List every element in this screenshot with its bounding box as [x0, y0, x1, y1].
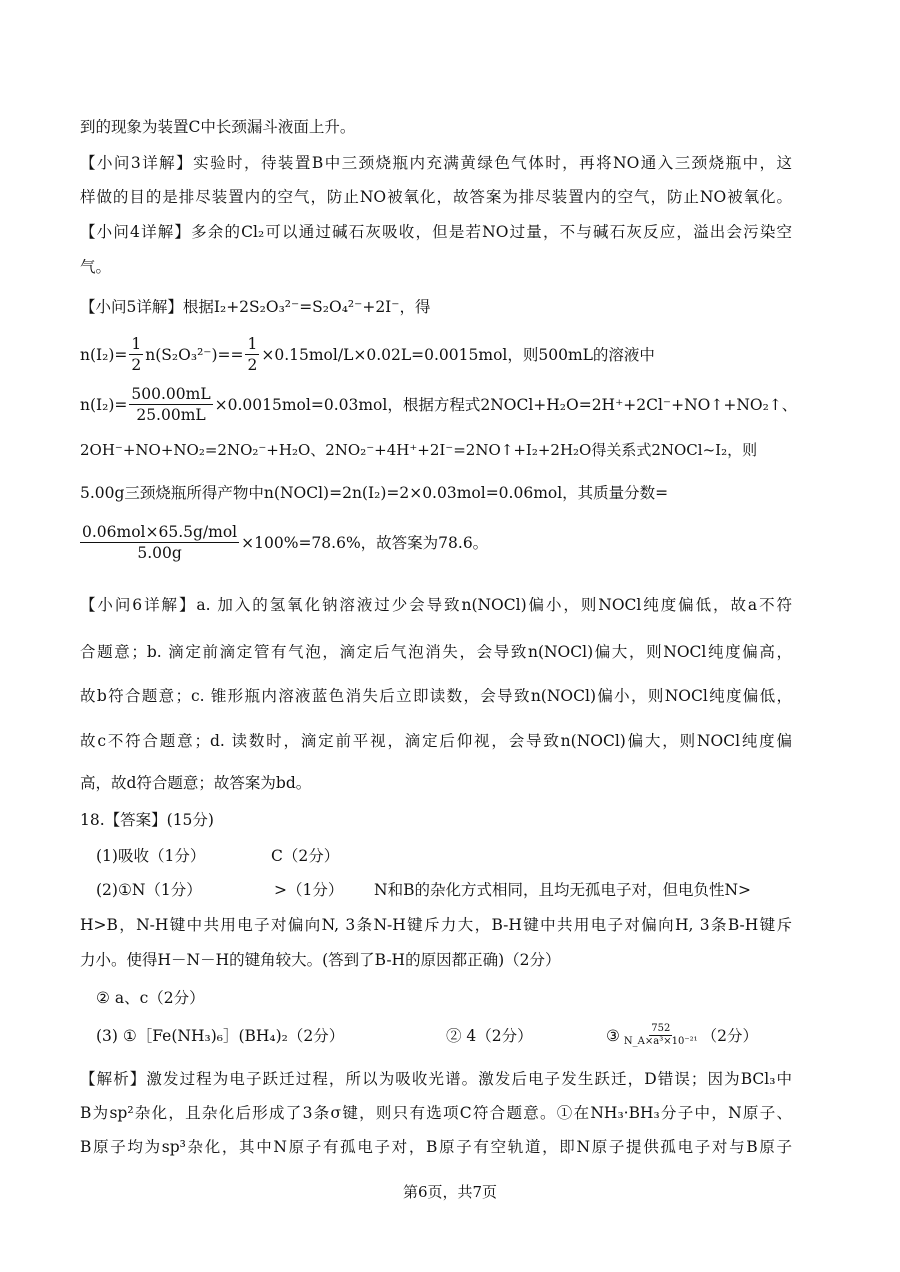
- answer-part: N和B的杂化方式相同，且均无孤电子对，但电负性N>: [374, 881, 752, 899]
- text-line: 高，故d符合题意；故答案为bd。: [80, 774, 312, 792]
- text-line: 气。: [80, 258, 112, 276]
- text-line: 故c不符合题意；d. 读数时，滴定前平视，滴定后仰视，会导致n(NOCl)偏大，则NOCl纯度偏: [80, 732, 792, 750]
- text-line: 故b符合题意；c. 锥形瓶内溶液蓝色消失后立即读数，会导致n(NOCl)偏小，则NOCl纯度偏低，: [80, 687, 792, 705]
- answer-part: ③: [606, 1026, 620, 1045]
- equation-text: n(I₂)=: [80, 345, 128, 364]
- answer-line: [96, 879, 792, 901]
- fraction: [129, 384, 212, 425]
- answer-part: (2)①N（1分）: [96, 881, 202, 899]
- numerator: 1: [247, 335, 258, 353]
- denominator: N_A×a³×10⁻²¹: [623, 1036, 698, 1047]
- text-line: 【小问5详解】根据I₂+2S₂O₃²⁻=S₂O₄²⁻+2I⁻，得: [80, 298, 431, 316]
- equation-text: ×100%=78.6%，故答案为78.6。: [241, 533, 489, 552]
- denominator: 2: [131, 356, 142, 374]
- equation-text: n(I₂)=: [80, 395, 128, 414]
- equation-line: [80, 334, 792, 375]
- denominator: 5.00g: [137, 544, 182, 562]
- denominator: 25.00mL: [136, 406, 206, 424]
- text-line: 力小。使得H－N－H的键角较大。(答到了B-H的原因都正确)（2分）: [80, 951, 561, 969]
- denominator: 2: [247, 356, 258, 374]
- text-line: 【小问4详解】多余的Cl₂可以通过碱石灰吸收，但是若NO过量，不与碱石灰反应，溢出会污染空: [80, 223, 792, 241]
- equation-line: [80, 384, 798, 425]
- numerator: 1: [131, 335, 142, 353]
- text-line: 样做的目的是排尽装置内的空气，防止NO被氧化，故答案为排尽装置内的空气，防止NO被氧化。: [80, 188, 792, 206]
- answer-line: ② a、c（2分）: [96, 989, 205, 1007]
- text-line: B为sp²杂化，且杂化后形成了3条σ键，则只有选项C符合题意。①在NH₃·BH₃分子中，N原子、: [80, 1104, 792, 1122]
- text-line: 5.00g三颈烧瓶所得产物中n(NOCl)=2n(I₂)=2×0.03mol=0.06mol，其质量分数=: [80, 484, 669, 502]
- answer-line: [96, 845, 808, 867]
- equation-line: [80, 522, 792, 563]
- answer-part: (3) ①［Fe(NH₃)₆］(BH₄)₂（2分）: [96, 1026, 345, 1045]
- equation-text: ×0.0015mol=0.03mol，根据方程式2NOCl+H₂O=2H⁺+2Cl⁻+NO↑+NO₂↑、: [214, 395, 798, 414]
- text-line: B原子均为sp³杂化，其中N原子有孤电子对，B原子有空轨道，即N原子提供孤电子对与B原子: [80, 1138, 792, 1156]
- answer-part: （2分）: [701, 1026, 759, 1045]
- text-line: H>B，N-H键中共用电子对偏向N, 3条N-H键斥力大，B-H键中共用电子对偏向H, 3条B-H键斥: [80, 916, 792, 934]
- numerator: 752: [651, 1023, 671, 1034]
- equation-text: n(S₂O₃²⁻)==: [145, 345, 244, 364]
- text-line: 【解析】激发过程为电子跃迁过程，所以为吸收光谱。激发后电子发生跃迁，D错误；因为BCl₃中: [80, 1070, 792, 1088]
- equation-text: ×0.15mol/L×0.02L=0.0015mol，则500mL的溶液中: [261, 345, 655, 364]
- fraction: [622, 1023, 700, 1048]
- fraction: [80, 522, 239, 563]
- text-line: 【小问6详解】a. 加入的氢氧化钠溶液过少会导致n(NOCl)偏小，则NOCl纯度偏低，故a不符: [80, 596, 792, 614]
- answer-heading: 18.【答案】(15分): [80, 811, 214, 829]
- answer-part: ② 4（2分）: [446, 1026, 533, 1045]
- answer-part: (1)吸收（1分）: [96, 847, 206, 865]
- answer-part: >（1分）: [274, 881, 344, 899]
- text-line: 【小问3详解】实验时，待装置B中三颈烧瓶内充满黄绿色气体时，再将NO通入三颈烧瓶中，这: [80, 154, 792, 172]
- answer-part: C（2分）: [271, 847, 340, 865]
- text-line: 到的现象为装置C中长颈漏斗液面上升。: [80, 118, 356, 136]
- answer-line: [96, 1023, 808, 1048]
- text-line: 合题意；b. 滴定前滴定管有气泡，滴定后气泡消失，会导致n(NOCl)偏大，则NOCl纯度偏高，: [80, 643, 792, 661]
- fraction: [129, 334, 143, 375]
- numerator: 500.00mL: [131, 385, 211, 403]
- page-number: 第6页，共7页: [402, 1183, 498, 1201]
- fraction: [245, 334, 259, 375]
- numerator: 0.06mol×65.5g/mol: [82, 523, 238, 541]
- text-line: 2OH⁻+NO+NO₂=2NO₂⁻+H₂O、2NO₂⁻+4H⁺+2I⁻=2NO↑+I₂+2H₂O得关系式2NOCl~I₂，则: [80, 441, 758, 459]
